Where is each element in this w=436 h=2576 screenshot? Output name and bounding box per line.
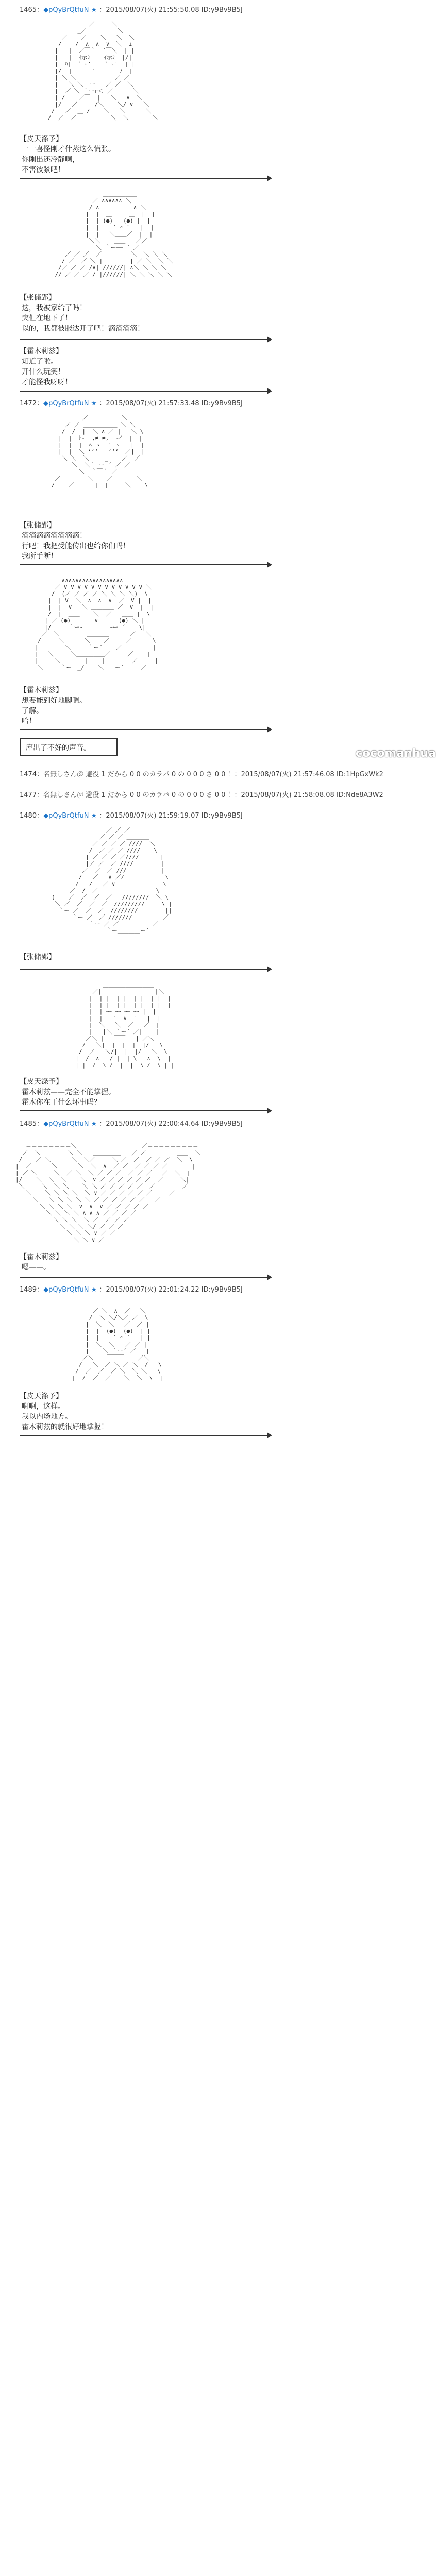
site-watermark: cocomanhua: [356, 747, 436, 760]
divider-arrow: [20, 729, 267, 730]
reply-header: 1474：名無しさん＠ 避役 1 だから 0 0 のカラパ 0 の 0 0 0 さ 0 0 ！：2015/08/07(火) 21:57:46.08 ID:1HpGxWk2: [20, 771, 383, 778]
ascii-art-character: ＿＿＿＿＿＿ ／ ∧∧∧∧∧∧ ＼ / ∧ ∧ ＼ | | ＿ ＿ | | | | (●) (●) | | | | ′ ⌒ ` | | | | ＼＿＿／ | | ＼＼ ＿＿ ／／ ＿＿＿ ＼ ｀ー── ´ ／＿＿＿ ／ ／ ／ ／ ＿＿＿＿ ＼ ＼ ＼ ＼ / ／ ／ ＼ | | ／ ＼ ＼ ＼ /／ ／ ／ /∧| //////| ∧＼ ＼ ＼ ＼ // ／ ／ ／ / |//////| ＼ ＼ ＼ ＼ ＼: [55, 191, 173, 278]
post-header: 1472：◆pQyBrQtfuN ★ ：2015/08/07(火) 21:57:33.48 ID:y9Bv9B5J: [20, 400, 243, 408]
divider-arrow: [20, 1435, 267, 1436]
post-header: 1465：◆pQyBrQtfuN ★ ：2015/08/07(火) 21:55:50.08 ID:y9Bv9B5J: [20, 6, 243, 14]
post-header: 1489：◆pQyBrQtfuN ★ ：2015/08/07(火) 22:01:24.22 ID:y9Bv9B5J: [20, 1286, 243, 1294]
divider-arrow: [20, 969, 267, 970]
post-header: 1480：◆pQyBrQtfuN ★ ：2015/08/07(火) 21:59:19.07 ID:y9Bv9B5J: [20, 812, 243, 820]
dialogue-block: 【霍木莉兹】 知道了啦。 开什么玩笑！ 才能怪我呀呀！: [20, 347, 72, 386]
sound-effect-box: 库出了不好的声音。: [20, 738, 118, 756]
dialogue-block: 【张储郢】 滴滴滴滴滴滴滴滴！ 行吧！我把受能传出也给你们吗！ 我所手断！: [20, 521, 130, 561]
ascii-art-character: ／￣￣￣￣￣￣＼ ／ ／ ＿＿＿＿＿＿ ＼ ＼ / / | ＼ ∧ ／ | ＼ \ | | ﾄ- ,≠ ≠, -ｲ | | | | | ﾍ ヽ ′ ヽ | | | | ＼ ‘‘‘ ‘‘‘ ／| | ＼ ＼ ＼ ＿_ ／ ／ ＼ ＼｀ ー ´ ／ ／ ＿＿＿＼ ｀￣｀ ／＿＿ ／ ＼ ／ ＼ / ／ | | ＼ \: [51, 415, 148, 488]
divider-arrow: [20, 1277, 267, 1278]
divider-arrow: [20, 564, 267, 565]
ascii-art-character: ＿＿＿＿＿＿＿＿ ＿＿＿＿＿＿＿＿ ＝＝＝＝＝＝＝＝＼ ／＝＝＝＝＝＝＝＝＝ ／ ＼ ＼ ＼ ＿＿＿＿＿ ／ ／ ＿＿ ＼ / ／ ＼ ＼ ＼／ ＼ ／ ／ ／ ／ ／ ＼ \ | ／ ＼ ＼ ＼ ∧ ／ ／ ／ ／ ／ ／ | | ／ ＼ ＼ ／ ＼ ＼ ／ ／ ／ ／ ／ ／ ／ ＼ | |/ ＼ ＼ ＼ ＼ ∨ ／ ／ ／ ／ ／ ／ ／ ＼| ＼ ＼ ＼ ＼ ＼ ＼ ／ ／ ／ ／ ／ ／ ／ ＼ ＼ ＼ ＼ ＼ ＼ ∨ ／ ／ ／ ／ ／ ／ ／ ＼ ＼ ＼ ＼ ＼ ＼ ／ ／ ／ ／ ／ ／ ／ ＼ ＼ ＼ ＼ ∨ ∨ ∨ ／ ／ ／ ／ ／ ＼ ＼ ＼ ＼ ∧ ∧ ∧ ／ ／ ／ ／ ＼ ＼ ＼ ＼ ／ ／ ／ ／ ＼ ＼ ＼ ＼/ ／ ／ ／ ＼ ＼ ＼ ∨ ／ ／ ＼ ＼ ∨ ／: [15, 1136, 201, 1243]
ascii-art-character: ／￣￣￣＼ ＿_／ ＿＿＿ ＼ ／ ／ ＼ ＼ ＼ / / ∧ ∧ ∨ ＼ i | | ／￣｀ ´￣＼ | | | | ｲ示ﾐ ｲ示ﾐ |/| | ﾊ| ` ｰ' ` ｰ' | | |/ | ′ ﾉ | | ＼ ＼ ＿＿ ／ ／ | ＼ ＼ ー ／ ／ ＼ | ／ ＼ ｀ーr＜ ／ ＼ | / ／￣ | ＼ ∧ ＼ |/ ／ /＼ ＼/ ∨ ＼ / ／ ＿_/ ＼ ＼ ＼ / ／ ／ ＼ ＼ ＼: [47, 21, 158, 121]
reply-header: 1477：名無しさん＠ 避役 1 だから 0 0 のカラパ 0 の 0 0 0 さ 0 0 ！：2015/08/07(火) 21:58:08.08 ID:Nde8A3W2: [20, 791, 383, 799]
dialogue-block: 【霍木莉兹】 嗯——。: [20, 1253, 63, 1272]
dialogue-block: 【皮天涤予】 一一喜怪刚才什蒸这么慌张。 你刚出还冷静啊， 不害彼紧吧！: [20, 135, 115, 174]
divider-arrow: [20, 391, 267, 392]
dialogue-block: 【霍木莉兹】 想要能到好地脚嗯。 了解。 哈！: [20, 686, 87, 725]
divider-arrow: [20, 1110, 267, 1111]
ascii-art-character: ／ ／ ／ ／ ／ ／ ＿＿＿＿ ／ ／ ／ ／ //// ＼ / ／ ／ ／ //// \ | ／ ／ ／ ／//// | |／ ／ ／ //// | ／ ／ ／ /// | / ／ ∧ ／/ \ / / ／ ∨ \ ＿＿ ／ / ／ ＿＿＿＿＿＿ \ ( ／ ／ ／ ／ //////// ＼ \ ＼ ／ ／ ／ ／ ///////// \ | ｀ー ／ ／ ／ //////// || ｀ー ／ ／ /////// ／ ｀ー ／ ／ ／ ｀ー＿＿＿＿ー´: [51, 827, 172, 934]
dialogue-block: 【张储郢】 这，我被家给了吗！ 突但在地下了！ 以的，我都被服达开了吧！滴滴滴滴！: [20, 294, 144, 333]
dialogue-block: 【张储郢】: [20, 953, 56, 961]
dialogue-block: 【皮天涤予】 啊啊，这样。 我以内场地方。 霍木莉兹的就很好地掌握！: [20, 1392, 108, 1431]
post-header: 1485：◆pQyBrQtfuN ★ ：2015/08/07(火) 22:00:44.64 ID:y9Bv9B5J: [20, 1120, 243, 1128]
ascii-art-character: ∧∧∧∧∧∧∧∧∧∧∧∧∧∧∧∧∧∧ ／ V V V V V V V V V V V V ＼ / (／ ／ ／ ／ ＼ ＼ ＼ ＼) \ | | V ＼ ∧ ∧ ∧ ／ V | | | | V ＼ ＿＿＿＿ ／ V | | / | ＿＿ ＼ ／ ＿＿ | \ | ／ (●) ∨ (●) ＼ | |/ ｀ーｰ ｰー ´ \| ／ ＼ ＿＿＿＿ ／ ＼ / ＼ ＼ ／ ／ \ | ＼ ｀ー´ ／ | | ＼ ＼＿＿＿＿＿／ ／ | | ＼ | | ／ | ＼ ｀ー＿_/ ＼＿＿ー´ ／: [34, 577, 159, 671]
ascii-art-character: ＿＿＿＿＿＿＿ ／ ＼ ∧ ／ ＼ / ＼ ＼/＼／ ／ \ | ＼ ＼ ／ ／ | | | (●) (●) | | | | ′ ⌒ ′ | | | ＼ ＼＿＿／ ／ | | ＼ ｀ー´ ／ | ／＼ ￣￣￣ ／＼ / ＼ ／ ＼ ／ ＼ / \ / ／ ／ ／ ＼ ＼ ＼ \ | / ／ ／ ＼ ＼ \ |: [72, 1301, 163, 1381]
divider-arrow: [20, 339, 267, 340]
ascii-art-character: ＿＿＿＿＿＿＿＿＿ ／| ＿ ＿ ＿ ＿ |＼ | | | | | | | | | | | | | | | | | | | | | | ｰｰ ｰｰ ｰｰ ｰｰ | | | | ′ ∧ ′ | | | ＼ ＼ ／ ／ | | |＼ ｀ー´ ／| | ／＼ | ￣￣ | ／＼ / ＼| | | | |/ \ / ／ ＼/| | |/ ＼ \ | / ∧ / | | \ ∧ \ | | | / \ / | | \ / \ | |: [75, 981, 175, 1069]
divider-arrow: [20, 178, 267, 179]
dialogue-block: 【皮天涤予】 霍木莉兹——完全不能掌握。 霍木你在干什么坏事吗？: [20, 1078, 115, 1107]
